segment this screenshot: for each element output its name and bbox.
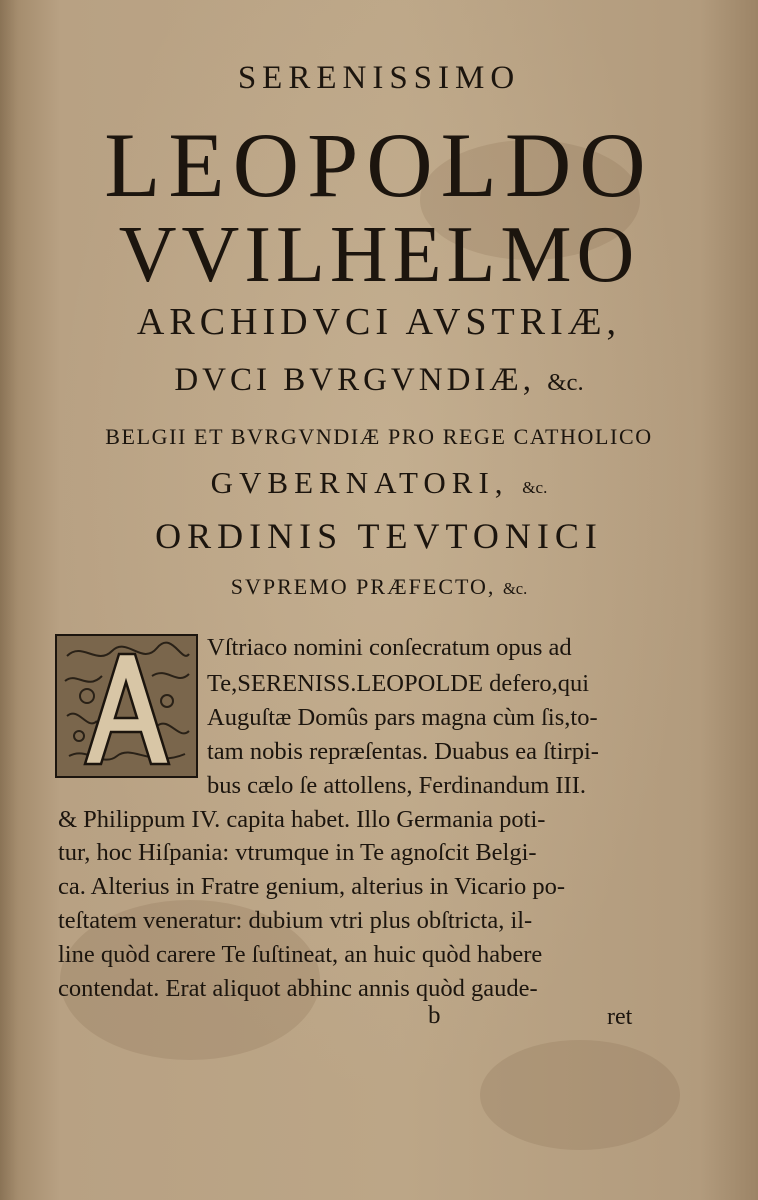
ornamental-woodcut-initial-icon (57, 636, 196, 776)
body-line-10: line quòd carere Te ſuſtineat, an huic quòd habere (58, 941, 543, 968)
heading-line-9-etc: &c. (502, 579, 528, 598)
ornamental-initial (55, 634, 198, 778)
heading-line-6: BELGII ET BVRGVNDIÆ PRO REGE CATHOLICO (105, 424, 653, 449)
heading-line-5-text: DVCI BVRGVNDIÆ, (174, 362, 535, 398)
heading-line-5 (0, 362, 758, 399)
paper-stain (480, 1040, 680, 1150)
body-line-7: tur, hoc Hiſpania: vtrumque in Te agnoſcit Belgi- (58, 839, 537, 866)
body-line-1: Vſtriaco nomini conſecratum opus ad (207, 634, 572, 661)
body-line-6: & Philippum IV. capita habet. Illo Germania poti- (58, 806, 546, 833)
heading-line-5-etc: &c. (547, 369, 584, 396)
body-line-5: bus cælo ſe attollens, Ferdinandum III. (207, 772, 586, 799)
heading-line-7-etc: &c. (522, 478, 548, 497)
body-line-11: contendat. Erat aliquot abhinc annis quòd gaude- (58, 975, 538, 1002)
body-line-9: teſtatem veneratur: dubium vtri plus obſtricta, il- (58, 907, 533, 934)
body-line-2: Te,SERENISS.LEOPOLDE defero,qui (207, 670, 590, 697)
heading-line-1: SERENISSIMO (237, 60, 521, 96)
body-line-3: Auguſtæ Domûs pars magna cùm ſis,to- (207, 704, 598, 731)
heading-line-7-text: GVBERNATORI, (210, 465, 509, 500)
heading-line-4: ARCHIDVCI AVSTRIÆ, (136, 301, 622, 343)
body-line-8: ca. Alterius in Fratre genium, alterius in Vicario po- (58, 873, 565, 900)
catchword: ret (607, 1004, 633, 1030)
body-line-4: tam nobis repræſentas. Duabus ea ſtirpi- (207, 738, 599, 765)
heading-line-3: VVILHELMO (118, 211, 640, 299)
heading-line-2: LEOPOLDO (104, 114, 654, 216)
heading-line-8: ORDINIS TEVTONICI (155, 516, 603, 556)
heading-line-7 (0, 465, 758, 501)
heading-line-9-text: SVPREMO PRÆFECTO, (230, 574, 496, 599)
heading-line-9 (0, 574, 758, 600)
signature-mark: b (428, 1002, 441, 1029)
